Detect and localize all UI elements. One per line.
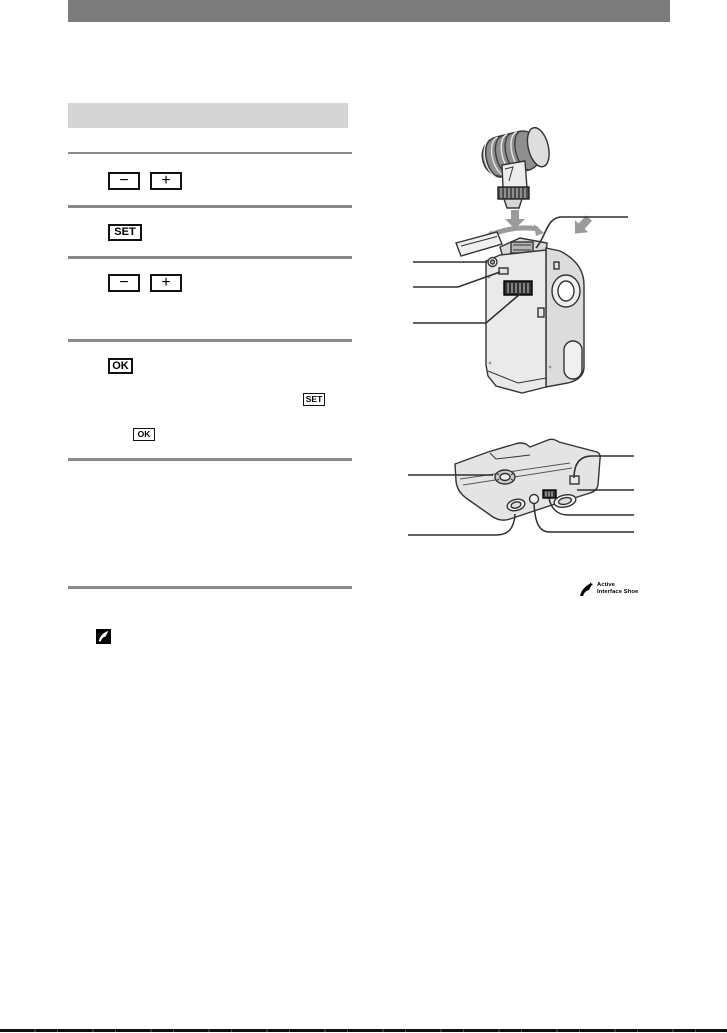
microphone-attachment-diagram <box>400 115 650 415</box>
logo-text-line2: Interface Shoe <box>597 588 639 595</box>
table-rule-4 <box>68 339 352 342</box>
minus-button-icon: − <box>108 172 140 190</box>
slide-arrow-icon <box>568 212 595 240</box>
release-knob <box>495 470 515 484</box>
table-rule-5 <box>68 458 352 461</box>
active-interface-shoe-mark-icon <box>579 582 595 598</box>
table-header-band <box>68 103 348 128</box>
inline-set-button-icon: SET <box>303 393 325 406</box>
logo-text-line1: Active <box>597 582 615 588</box>
active-interface-shoe-logo <box>579 582 638 598</box>
page-bottom-scan-edge <box>0 1029 727 1032</box>
connector-ribbed <box>543 490 556 498</box>
minus-button-icon: − <box>108 274 140 292</box>
page-header-banner <box>68 0 670 22</box>
callout-bottom-right <box>534 503 634 532</box>
camcorder-icon <box>456 232 584 393</box>
table-rule-3 <box>68 256 352 259</box>
interface-connector <box>504 281 532 295</box>
set-button-icon: SET <box>108 224 142 241</box>
inline-ok-button-icon: OK <box>133 428 155 441</box>
plus-button-icon: + <box>150 274 182 292</box>
jack-cover-flap <box>456 232 502 256</box>
lanc-jack <box>499 268 508 274</box>
handycam-station-diagram <box>400 435 640 545</box>
connector-round <box>530 495 539 504</box>
table-rule-1 <box>68 152 352 154</box>
plus-button-icon: + <box>150 172 182 190</box>
battery <box>564 341 582 379</box>
table-rule-2 <box>68 205 352 208</box>
active-interface-shoe-chip-icon <box>96 629 111 644</box>
table-rule-6 <box>68 586 352 589</box>
camcorder-front-face <box>486 250 546 393</box>
ok-button-icon: OK <box>108 358 133 374</box>
external-microphone-icon <box>478 125 553 208</box>
